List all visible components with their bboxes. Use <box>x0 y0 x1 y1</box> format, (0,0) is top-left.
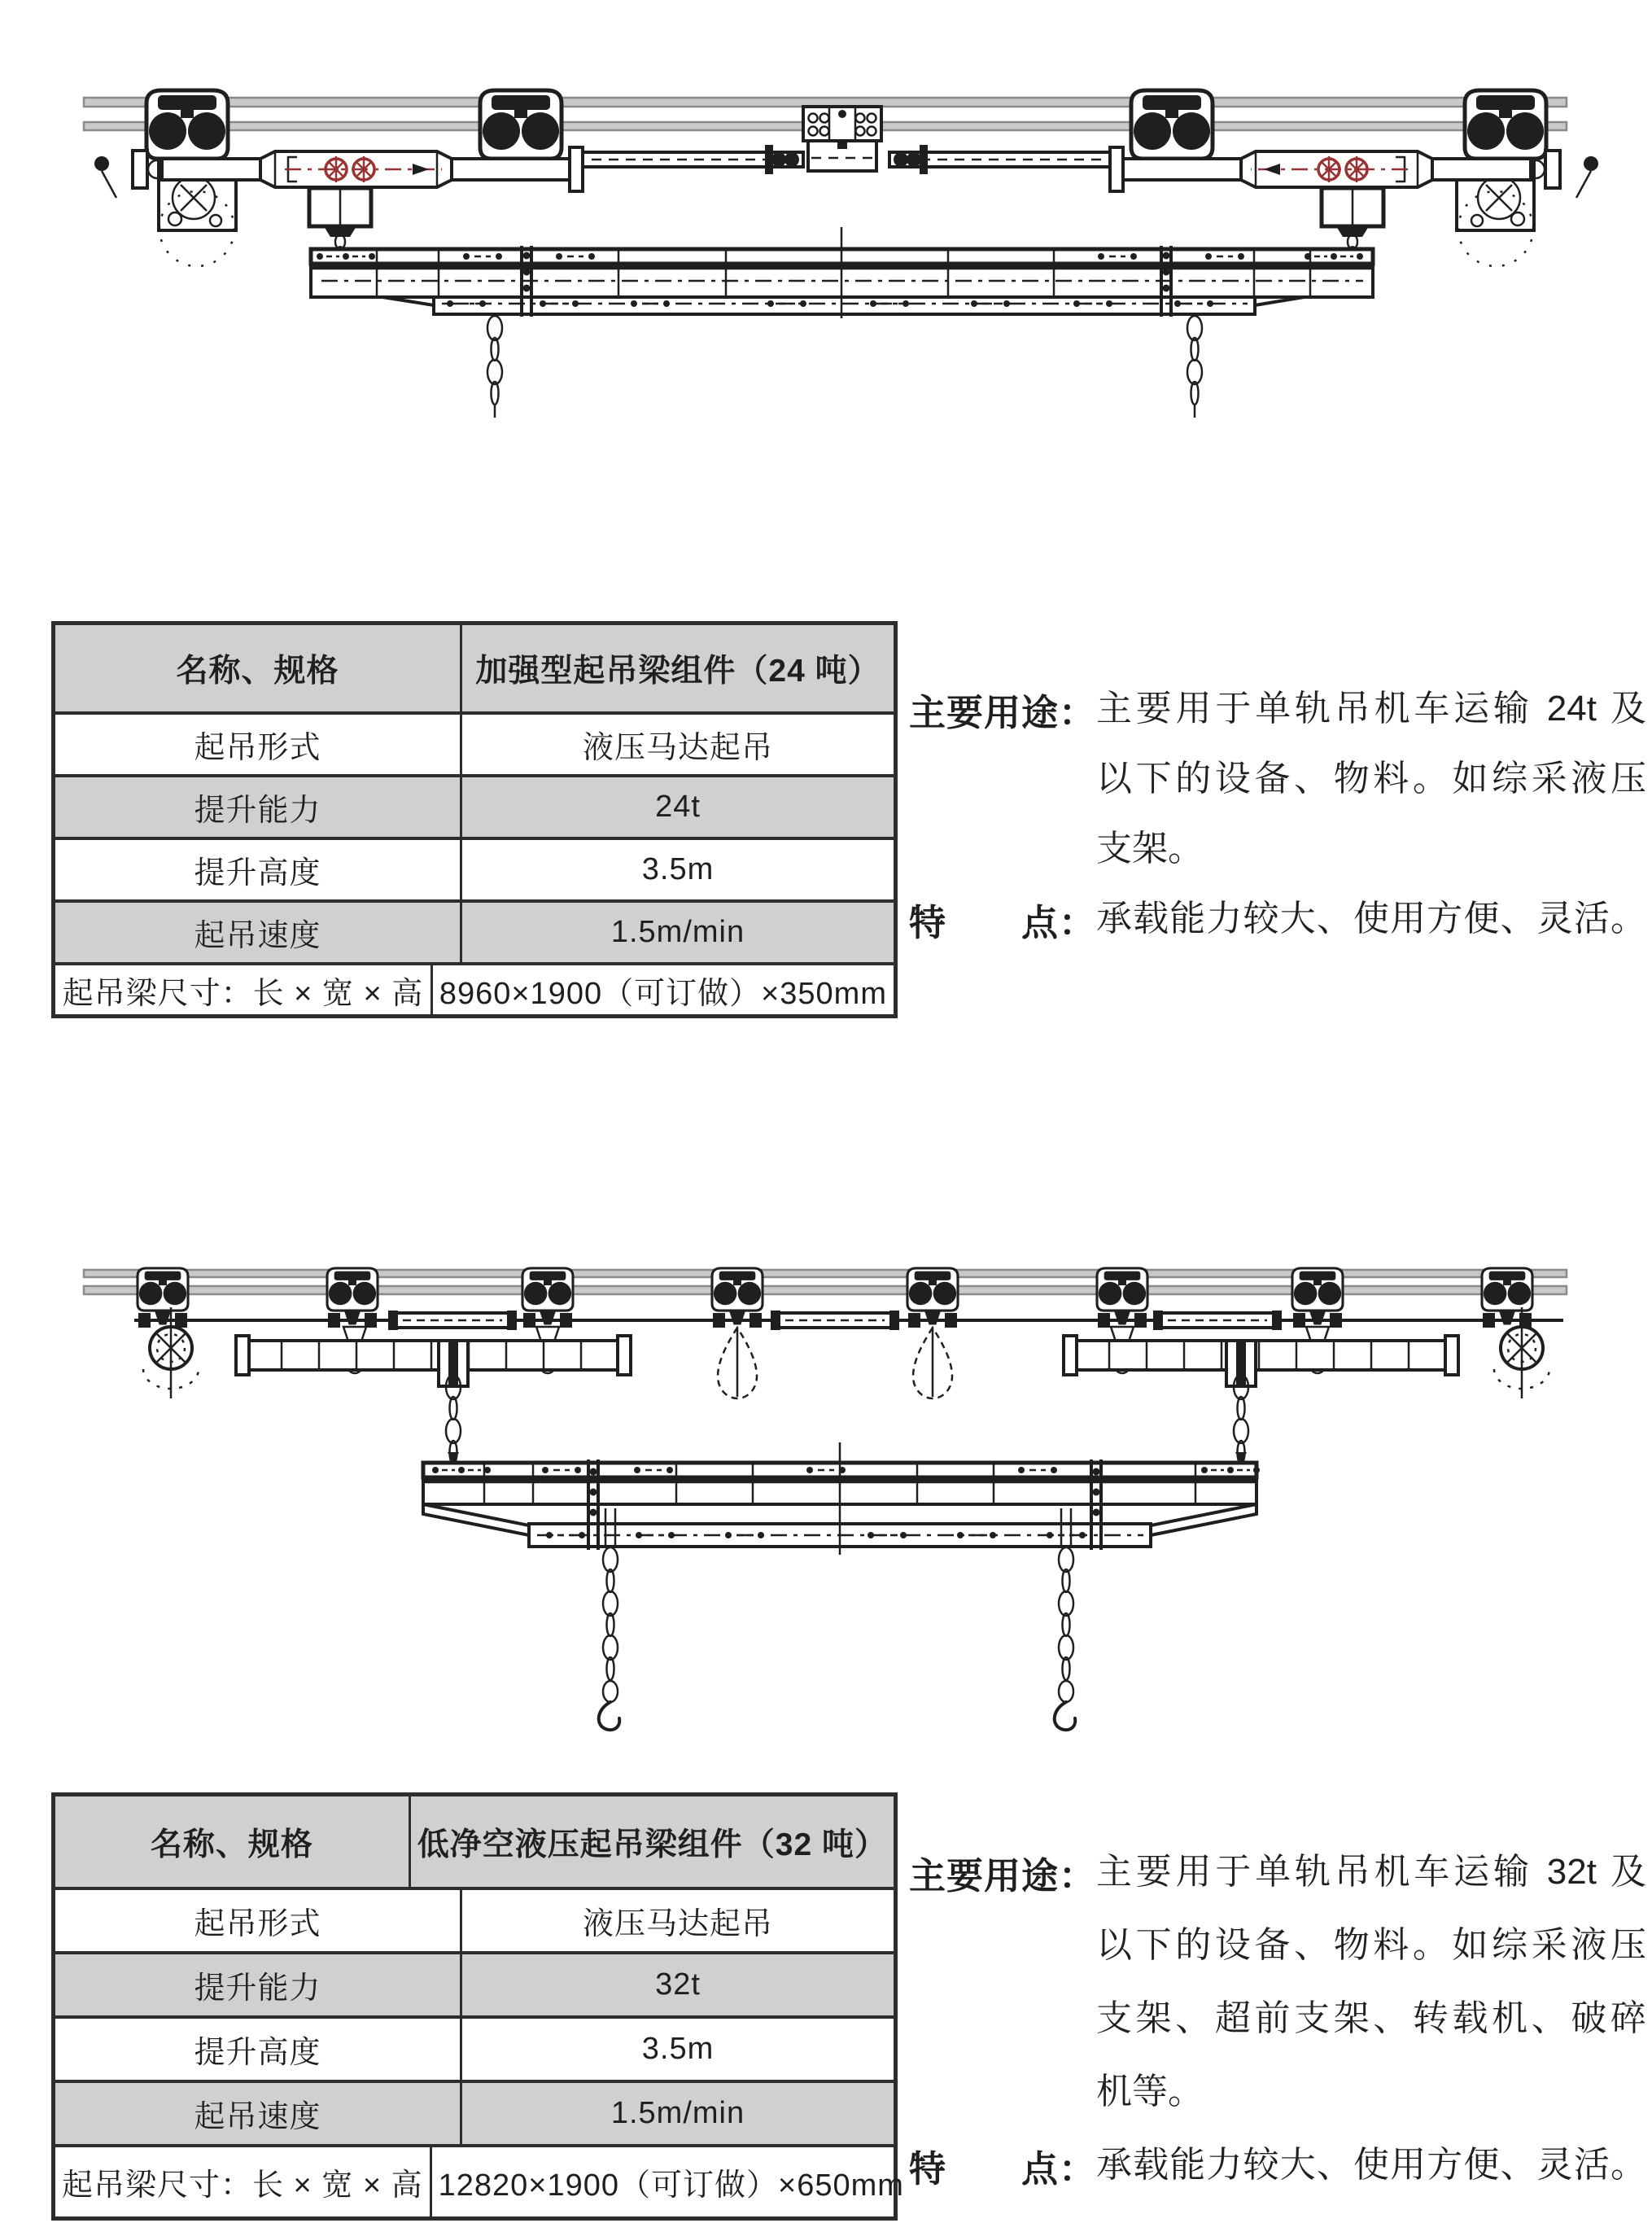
feature-line: 承载能力较大、使用方便、灵活。 <box>1096 2144 1646 2185</box>
usage-label: 主要用途： <box>909 691 1097 733</box>
sling-chain <box>1187 316 1202 418</box>
hook-icon <box>599 1681 620 1730</box>
spec-table-32t <box>51 1792 904 2221</box>
spec-table-24t <box>51 621 898 1018</box>
lift-chain <box>446 1375 461 1464</box>
sling-chain-with-hook <box>1055 1547 1076 1730</box>
row-label: 起吊速度 <box>55 2083 462 2144</box>
row-label: 提升高度 <box>55 840 462 899</box>
row-value: 8960×1900（可订做）×350mm <box>439 976 887 1011</box>
row-label: 起吊形式 <box>55 715 462 774</box>
hoist-unit-left <box>94 90 803 266</box>
monorail-hoist-beam-32t-drawing <box>77 1252 1615 1742</box>
rail-top <box>84 1270 1567 1277</box>
usage-line: 以下的设备、物料。如综采液压 <box>1096 1924 1646 1965</box>
table-header-name: 名称、规格 <box>55 625 462 711</box>
table-header-product: 低净空液压起吊梁组件（32 吨） <box>417 1827 887 1862</box>
coupler-rod <box>388 1311 517 1330</box>
lift-chain <box>1234 1375 1248 1464</box>
row-value: 3.5m <box>641 852 715 886</box>
row-label: 起吊速度 <box>55 903 462 962</box>
feature-label: 特 点： <box>909 901 1096 943</box>
row-label: 提升高度 <box>55 2019 462 2080</box>
row-value: 1.5m/min <box>610 915 745 949</box>
feature-label: 特 点： <box>909 2147 1096 2190</box>
coupler-rod <box>1153 1311 1282 1330</box>
winch-frame <box>1064 1336 1458 1375</box>
usage-line: 主要用于单轨吊机车运输 24t 及 <box>1096 688 1646 729</box>
winch-frame <box>236 1336 631 1375</box>
pendulum-icon <box>913 1328 952 1398</box>
rail-bottom <box>84 1286 1567 1294</box>
hoisting-beam <box>423 1442 1260 1555</box>
winch-frame-splice <box>1226 1341 1256 1386</box>
row-label: 起吊形式 <box>55 1890 462 1951</box>
hook-icon <box>1055 1681 1076 1730</box>
row-value: 1.5m/min <box>610 2096 745 2130</box>
hoisting-beam <box>311 227 1373 318</box>
row-value: 32t <box>655 1967 701 2002</box>
usage-line: 支架、超前支架、转载机、破碎 <box>1096 1998 1646 2038</box>
sling-chain-with-hook <box>599 1547 620 1730</box>
monorail-hoist-beam-24t-drawing <box>77 59 1615 460</box>
usage-feature-text-24t <box>909 674 1646 954</box>
row-value: 液压马达起吊 <box>582 731 773 765</box>
usage-line: 支架。 <box>1096 828 1204 869</box>
usage-line: 机等。 <box>1096 2071 1204 2111</box>
sling-chain <box>487 316 502 418</box>
table-header-name: 名称、规格 <box>55 1796 411 1887</box>
coupling-rod <box>570 145 803 191</box>
feature-line: 承载能力较大、使用方便、灵活。 <box>1096 898 1646 939</box>
winch-frame-splice <box>439 1341 468 1386</box>
hydraulic-cylinder <box>309 188 371 252</box>
usage-line: 主要用于单轨吊机车运输 32t 及 <box>1096 1851 1646 1892</box>
row-label: 起吊梁尺寸：长 × 宽 × 高 <box>55 965 433 1014</box>
row-label: 提升能力 <box>55 777 462 837</box>
pendulum-icon <box>718 1328 757 1398</box>
row-value: 液压马达起吊 <box>582 1907 773 1941</box>
table-header-product: 加强型起吊梁组件（24 吨） <box>475 654 881 689</box>
hoist-unit-right <box>889 90 1598 266</box>
row-value: 24t <box>655 790 701 824</box>
usage-feature-text-32t <box>909 1836 1646 2202</box>
usage-line: 以下的设备、物料。如综采液压 <box>1096 758 1646 799</box>
coupler-rod <box>771 1311 899 1330</box>
row-value: 12820×1900（可订做）×650mm <box>438 2168 904 2203</box>
center-connector-box <box>803 107 881 171</box>
row-value: 3.5m <box>641 2032 715 2066</box>
usage-label: 主要用途： <box>909 1854 1097 1897</box>
row-label: 起吊梁尺寸：长 × 宽 × 高 <box>55 2147 432 2216</box>
row-label: 提升能力 <box>55 1954 462 2015</box>
